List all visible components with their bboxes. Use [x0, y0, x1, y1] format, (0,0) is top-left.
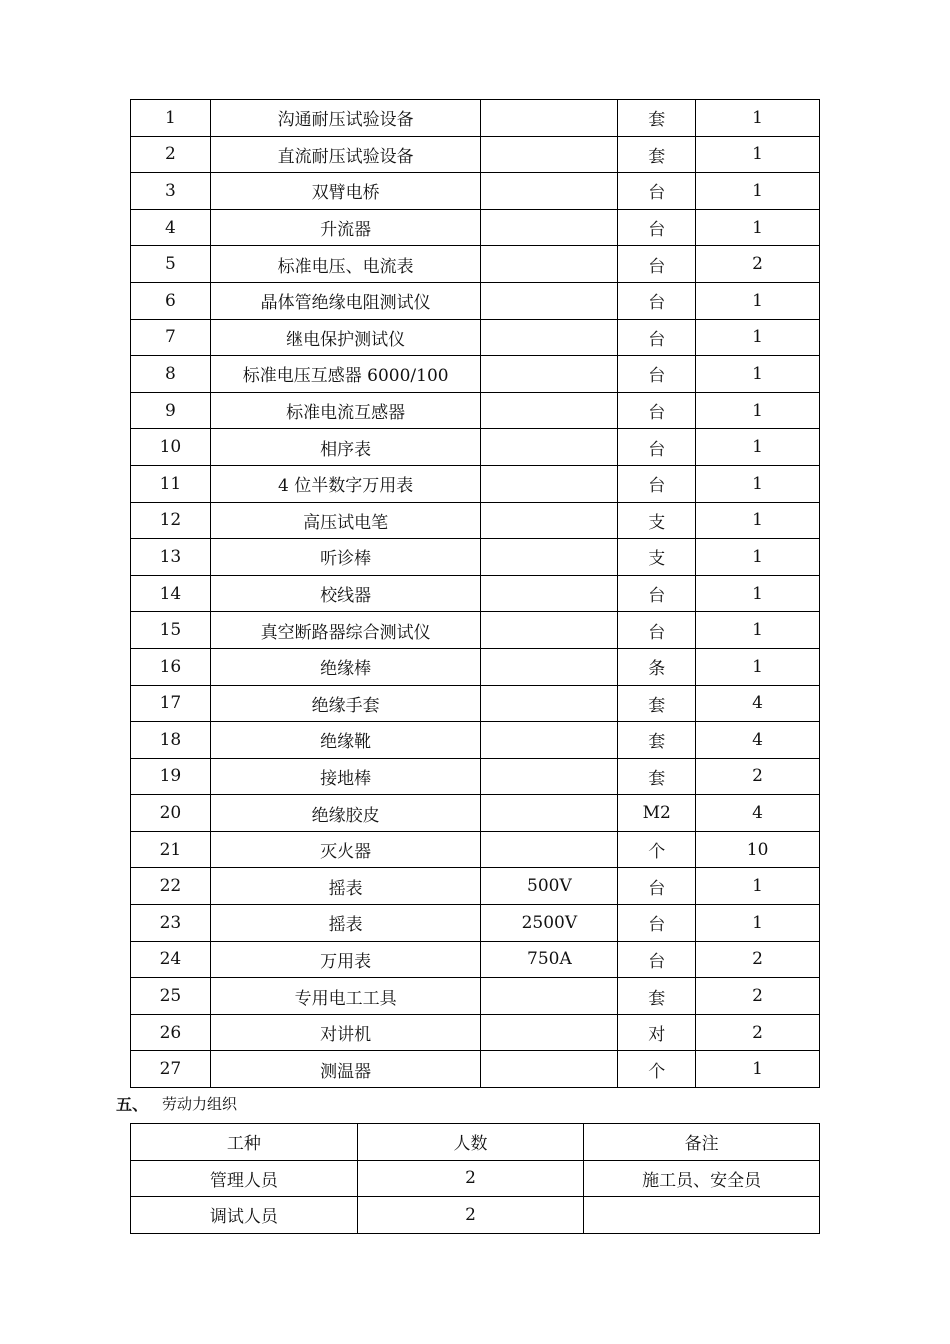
- item-quantity-cell: 1: [696, 392, 820, 429]
- item-spec-cell: [481, 136, 618, 173]
- item-name-cell: 双臂电桥: [210, 173, 481, 210]
- item-quantity-cell: 1: [696, 1051, 820, 1088]
- item-quantity-cell: 1: [696, 648, 820, 685]
- item-name-cell: 测温器: [210, 1051, 481, 1088]
- item-unit-cell: 个: [618, 831, 696, 868]
- item-quantity-cell: 1: [696, 100, 820, 137]
- item-spec-cell: [481, 173, 618, 210]
- item-spec-cell: [481, 831, 618, 868]
- item-spec-cell: [481, 246, 618, 283]
- item-number-cell: 27: [131, 1051, 211, 1088]
- item-unit-cell: 台: [618, 319, 696, 356]
- item-name-cell: 万用表: [210, 941, 481, 978]
- table-row: [131, 1051, 820, 1088]
- item-name-cell: 标准电压、电流表: [210, 246, 481, 283]
- table-row: [131, 209, 820, 246]
- item-name-cell: 绝缘棒: [210, 648, 481, 685]
- item-name-cell: 相序表: [210, 429, 481, 466]
- item-name-cell: 对讲机: [210, 1014, 481, 1051]
- table-row: [131, 905, 820, 942]
- item-spec-cell: [481, 209, 618, 246]
- item-spec-cell: [481, 722, 618, 759]
- item-quantity-cell: 2: [696, 1014, 820, 1051]
- item-spec-cell: 2500V: [481, 905, 618, 942]
- labor-header-row: [131, 1124, 820, 1161]
- item-unit-cell: 台: [618, 941, 696, 978]
- item-unit-cell: 台: [618, 392, 696, 429]
- item-number-cell: 24: [131, 941, 211, 978]
- item-name-cell: 接地棒: [210, 758, 481, 795]
- item-spec-cell: [481, 795, 618, 832]
- labor-row: [131, 1160, 820, 1197]
- item-unit-cell: 套: [618, 100, 696, 137]
- labor-count-cell: 2: [357, 1160, 584, 1197]
- labor-table-body: [131, 1124, 820, 1234]
- item-quantity-cell: 1: [696, 868, 820, 905]
- labor-note-cell: 施工员、安全员: [584, 1160, 820, 1197]
- header-cell-note: 备注: [584, 1124, 820, 1161]
- item-spec-cell: [481, 685, 618, 722]
- item-spec-cell: [481, 575, 618, 612]
- item-name-cell: 高压试电笔: [210, 502, 481, 539]
- item-quantity-cell: 1: [696, 209, 820, 246]
- item-number-cell: 7: [131, 319, 211, 356]
- section-heading: [116, 1092, 237, 1115]
- item-unit-cell: 条: [618, 648, 696, 685]
- item-name-cell: 灭火器: [210, 831, 481, 868]
- item-name-cell: 摇表: [210, 868, 481, 905]
- item-quantity-cell: 1: [696, 575, 820, 612]
- item-name-cell: 绝缘胶皮: [210, 795, 481, 832]
- table-row: [131, 539, 820, 576]
- table-row: [131, 356, 820, 393]
- item-number-cell: 18: [131, 722, 211, 759]
- item-number-cell: 8: [131, 356, 211, 393]
- item-number-cell: 20: [131, 795, 211, 832]
- item-quantity-cell: 1: [696, 612, 820, 649]
- item-unit-cell: 台: [618, 465, 696, 502]
- item-quantity-cell: 2: [696, 758, 820, 795]
- item-name-cell: 标准电流互感器: [210, 392, 481, 429]
- table-row: [131, 392, 820, 429]
- item-quantity-cell: 4: [696, 795, 820, 832]
- item-quantity-cell: 4: [696, 685, 820, 722]
- table-row: [131, 1014, 820, 1051]
- item-name-cell: 沟通耐压试验设备: [210, 100, 481, 137]
- item-name-cell: 听诊棒: [210, 539, 481, 576]
- item-unit-cell: 台: [618, 209, 696, 246]
- item-number-cell: 26: [131, 1014, 211, 1051]
- item-number-cell: 4: [131, 209, 211, 246]
- item-quantity-cell: 10: [696, 831, 820, 868]
- item-quantity-cell: 1: [696, 502, 820, 539]
- item-spec-cell: [481, 465, 618, 502]
- item-unit-cell: 支: [618, 539, 696, 576]
- table-row: [131, 648, 820, 685]
- item-unit-cell: 台: [618, 282, 696, 319]
- item-name-cell: 标准电压互感器 6000/100: [210, 356, 481, 393]
- item-number-cell: 10: [131, 429, 211, 466]
- item-name-cell: 摇表: [210, 905, 481, 942]
- item-quantity-cell: 1: [696, 465, 820, 502]
- item-spec-cell: [481, 1014, 618, 1051]
- item-unit-cell: 套: [618, 758, 696, 795]
- section-number: 五、: [116, 1095, 149, 1114]
- item-quantity-cell: 1: [696, 319, 820, 356]
- labor-note-cell: [584, 1197, 820, 1234]
- equipment-table-body: [131, 100, 820, 1088]
- table-row: [131, 173, 820, 210]
- item-unit-cell: 个: [618, 1051, 696, 1088]
- table-row: [131, 575, 820, 612]
- table-row: [131, 795, 820, 832]
- item-number-cell: 1: [131, 100, 211, 137]
- item-quantity-cell: 1: [696, 136, 820, 173]
- item-quantity-cell: 1: [696, 356, 820, 393]
- item-spec-cell: [481, 758, 618, 795]
- item-number-cell: 6: [131, 282, 211, 319]
- labor-table: [130, 1123, 820, 1234]
- table-row: [131, 758, 820, 795]
- item-quantity-cell: 2: [696, 978, 820, 1015]
- header-cell-type: 工种: [131, 1124, 358, 1161]
- item-unit-cell: 台: [618, 429, 696, 466]
- item-number-cell: 11: [131, 465, 211, 502]
- item-number-cell: 5: [131, 246, 211, 283]
- item-quantity-cell: 2: [696, 941, 820, 978]
- table-row: [131, 978, 820, 1015]
- item-spec-cell: [481, 539, 618, 576]
- item-unit-cell: 台: [618, 246, 696, 283]
- item-quantity-cell: 1: [696, 429, 820, 466]
- item-number-cell: 16: [131, 648, 211, 685]
- item-number-cell: 19: [131, 758, 211, 795]
- item-spec-cell: 500V: [481, 868, 618, 905]
- item-name-cell: 真空断路器综合测试仪: [210, 612, 481, 649]
- item-unit-cell: 套: [618, 722, 696, 759]
- item-unit-cell: 对: [618, 1014, 696, 1051]
- labor-count-cell: 2: [357, 1197, 584, 1234]
- item-quantity-cell: 2: [696, 246, 820, 283]
- item-number-cell: 3: [131, 173, 211, 210]
- item-unit-cell: 台: [618, 356, 696, 393]
- item-name-cell: 继电保护测试仪: [210, 319, 481, 356]
- item-name-cell: 绝缘靴: [210, 722, 481, 759]
- item-spec-cell: [481, 100, 618, 137]
- item-quantity-cell: 1: [696, 539, 820, 576]
- table-row: [131, 612, 820, 649]
- item-name-cell: 专用电工工具: [210, 978, 481, 1015]
- item-unit-cell: 台: [618, 173, 696, 210]
- item-name-cell: 升流器: [210, 209, 481, 246]
- item-spec-cell: [481, 282, 618, 319]
- section-title: 劳动力组织: [162, 1095, 238, 1113]
- item-quantity-cell: 1: [696, 905, 820, 942]
- item-name-cell: 直流耐压试验设备: [210, 136, 481, 173]
- item-unit-cell: 套: [618, 978, 696, 1015]
- item-spec-cell: [481, 319, 618, 356]
- item-number-cell: 21: [131, 831, 211, 868]
- item-quantity-cell: 4: [696, 722, 820, 759]
- item-number-cell: 2: [131, 136, 211, 173]
- item-unit-cell: 支: [618, 502, 696, 539]
- item-unit-cell: 台: [618, 868, 696, 905]
- item-name-cell: 校线器: [210, 575, 481, 612]
- equipment-table: [130, 99, 820, 1088]
- table-row: [131, 465, 820, 502]
- table-row: [131, 941, 820, 978]
- item-spec-cell: [481, 648, 618, 685]
- table-row: [131, 282, 820, 319]
- item-spec-cell: [481, 1051, 618, 1088]
- item-number-cell: 14: [131, 575, 211, 612]
- item-spec-cell: [481, 392, 618, 429]
- header-cell-count: 人数: [357, 1124, 584, 1161]
- item-unit-cell: 台: [618, 905, 696, 942]
- item-unit-cell: 套: [618, 136, 696, 173]
- item-number-cell: 15: [131, 612, 211, 649]
- table-row: [131, 429, 820, 466]
- item-number-cell: 13: [131, 539, 211, 576]
- item-quantity-cell: 1: [696, 173, 820, 210]
- item-number-cell: 9: [131, 392, 211, 429]
- item-number-cell: 22: [131, 868, 211, 905]
- item-name-cell: 绝缘手套: [210, 685, 481, 722]
- item-unit-cell: 台: [618, 612, 696, 649]
- table-row: [131, 100, 820, 137]
- item-name-cell: 晶体管绝缘电阻测试仪: [210, 282, 481, 319]
- item-number-cell: 12: [131, 502, 211, 539]
- table-row: [131, 136, 820, 173]
- item-name-cell: 4 位半数字万用表: [210, 465, 481, 502]
- item-unit-cell: 套: [618, 685, 696, 722]
- table-row: [131, 319, 820, 356]
- item-spec-cell: [481, 978, 618, 1015]
- table-row: [131, 502, 820, 539]
- table-row: [131, 868, 820, 905]
- table-row: [131, 246, 820, 283]
- item-unit-cell: 台: [618, 575, 696, 612]
- labor-type-cell: 管理人员: [131, 1160, 358, 1197]
- item-number-cell: 23: [131, 905, 211, 942]
- item-unit-cell: M2: [618, 795, 696, 832]
- labor-type-cell: 调试人员: [131, 1197, 358, 1234]
- item-spec-cell: [481, 502, 618, 539]
- item-spec-cell: [481, 356, 618, 393]
- item-spec-cell: [481, 429, 618, 466]
- item-number-cell: 25: [131, 978, 211, 1015]
- item-number-cell: 17: [131, 685, 211, 722]
- table-row: [131, 831, 820, 868]
- item-spec-cell: 750A: [481, 941, 618, 978]
- labor-row: [131, 1197, 820, 1234]
- item-quantity-cell: 1: [696, 282, 820, 319]
- item-spec-cell: [481, 612, 618, 649]
- table-row: [131, 685, 820, 722]
- table-row: [131, 722, 820, 759]
